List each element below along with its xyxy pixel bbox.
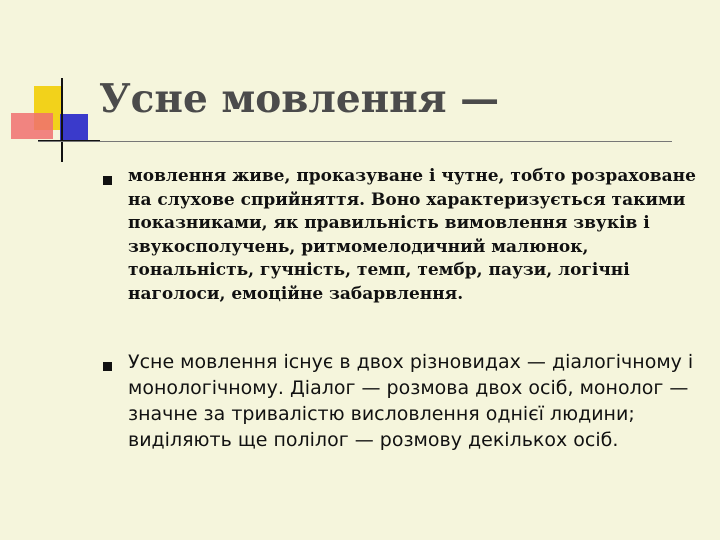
bullet-marker — [103, 362, 112, 371]
bullet-text: мовлення живе, проказуване і чутне, тобто розраховане на слухове сприйняття. Воно характеризується такими показниками, як правильність вимовлення звуків і звукосполучень, ритмомелодичний малюнок, тональність, гучність, темп, тембр, паузи, логічні наголоси, емоційне забарвлення. — [128, 166, 696, 304]
bullet-marker — [103, 176, 112, 185]
slide-title: Усне мовлення — — [99, 76, 500, 122]
bullet-text: Усне мовлення існує в двох різновидах — діалогічному і монологічному. Діалог — розмова двох осіб, монолог — значне за тривалістю висловлення однієї людини; виділяють ще полілог — розмову декількох осіб. — [128, 351, 694, 451]
